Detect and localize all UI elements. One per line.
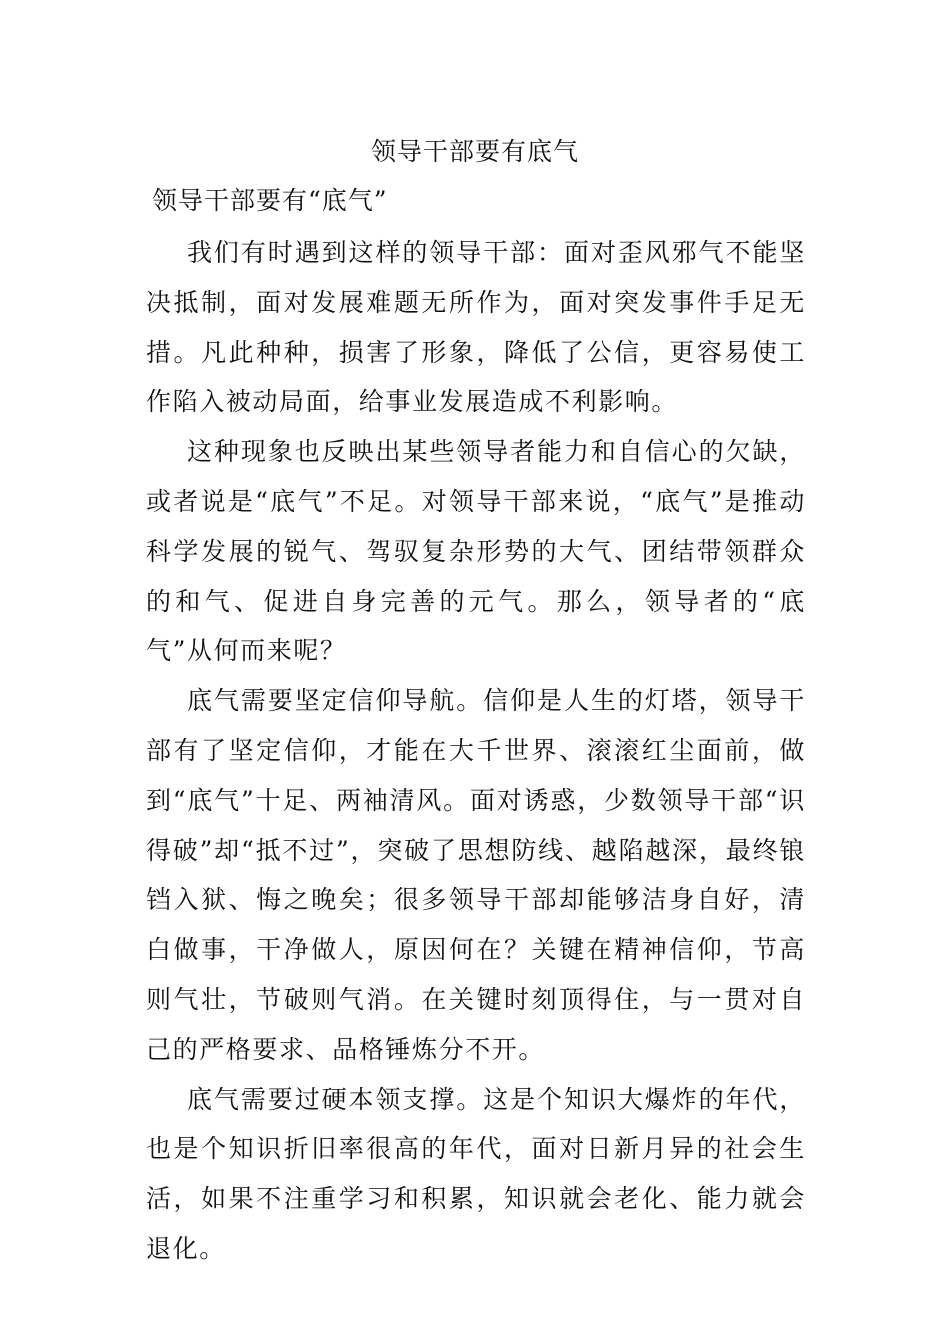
paragraph: 我们有时遇到这样的领导干部：面对歪风邪气不能坚决抵制，面对发展难题无所作为，面对突发事件手足无措。凡此种种，损害了形象，降低了公信，更容易使工作陷入被动局面，给事业发展造成不利影响。 [146,238,806,417]
paragraph: 底气需要过硬本领支撑。这是个知识大爆炸的年代，也是个知识折旧率很高的年代，面对日新月异的社会生活，如果不注重学习和积累，知识就会老化、能力就会退化。 [146,1084,806,1263]
document-subtitle: 领导干部要有“底气” [152,186,388,215]
paragraph: 底气需要坚定信仰导航。信仰是人生的灯塔，领导干部有了坚定信仰，才能在大千世界、滚滚红尘面前，做到“底气”十足、两袖清风。面对诱惑，少数领导干部“识得破”却“抵不过”，突破了思想防线、越陷越深，最终锒铛入狱、悔之晚矣；很多领导干部却能够洁身自好，清白做事，干净做人，原因何在？关键在精神信仰，节高则气壮，节破则气消。在关键时刻顶得住，与一贯对自己的严格要求、品格锤炼分不开。 [146,686,806,1064]
paragraph: 这种现象也反映出某些领导者能力和自信心的欠缺，或者说是“底气”不足。对领导干部来说，“底气”是推动科学发展的锐气、驾驭复杂形势的大气、团结带领群众的和气、促进自身完善的元气。那么，领导者的“底气”从何而来呢？ [146,437,806,666]
document-body [146,228,806,1274]
document-title: 领导干部要有底气 [370,137,579,166]
